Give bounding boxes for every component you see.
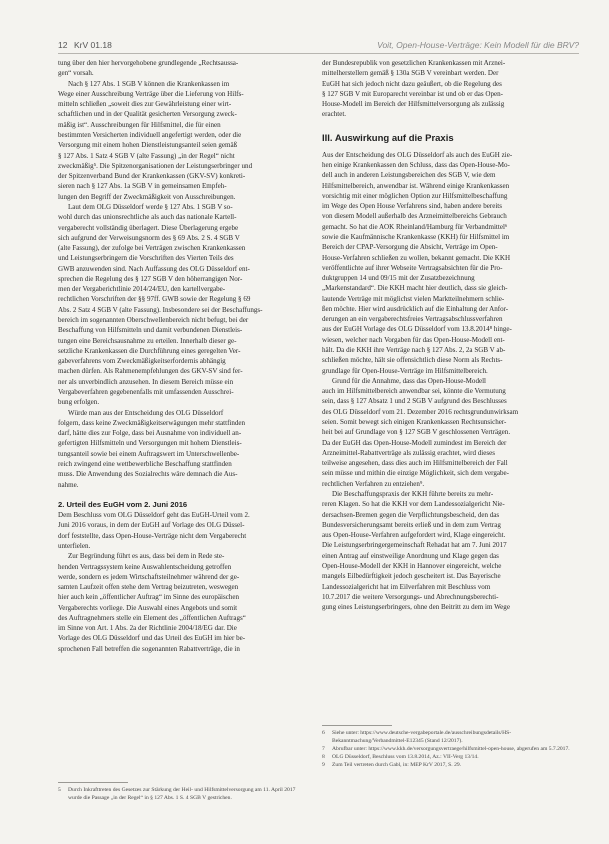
text-line: Nach § 127 Abs. 1 SGB V können die Krankenkassen im — [68, 79, 230, 88]
text-line: GWB anzuwenden sind. Nach Auffassung des OLG Düsseldorf ent- — [58, 264, 250, 273]
section-3-text — [322, 150, 580, 613]
section-3-heading: III. Auswirkung auf die Praxis — [322, 132, 454, 144]
text-line: dorf feststellte, dass Open-House-Verträge nicht dem Vergaberecht — [58, 531, 247, 540]
footnote-number: 5 — [58, 787, 61, 793]
text-line: teilweise angesehen, dass dies auch im Hilfsmittelbereich der Fall — [322, 459, 508, 468]
text-line: auch im Hilfsmittelbereich anwendbar sei, könnte die Vermutung — [322, 387, 506, 396]
footnote — [322, 729, 580, 745]
text-line: § 127 SGB V mit Europarecht vereinbar ist und ob er das Open- — [322, 89, 503, 98]
text-line: nahme. — [58, 480, 79, 489]
footnote — [58, 786, 310, 802]
text-line: Arzneimittel-Rabattverträge als zulässig erachtet, wird dieses — [322, 448, 495, 457]
section-2-heading: 2. Urteil des EuGH vom 2. Juni 2016 — [58, 499, 188, 509]
footnote-text: Zum Teil vertreten durch Gabl, in: MEP KrV 2017, S. 29. — [332, 762, 462, 768]
text-line: mittelherstellern gemäß § 130a SGB V vereinbart werden. Der — [322, 69, 499, 78]
footnotes-right — [322, 729, 580, 769]
text-line: „Markenstandard“. Die KKH macht hier deutlich, dass sie gleich- — [322, 284, 508, 293]
text-line: muss. Die Anwendung des Sozialrechts wäre demnach die Aus- — [58, 470, 238, 479]
text-line: Aus der Entscheidung des OLG Düsseldorf als auch des EuGH zie- — [322, 150, 513, 159]
text-line: im Sinne von Art. 1 Abs. 2a der Richtlinie 2004/18/EG dar. Die — [58, 624, 237, 633]
text-line: der Spitzenverband Bund der Krankenkassen (GKV-SV) konkreti- — [58, 172, 246, 181]
text-line: Hilfsmittelbereich, anwendbar ist. Während einige Krankenkassen — [322, 181, 510, 190]
footnote — [322, 761, 580, 769]
text-line: darf, hätte dies zur Folge, dass bei Ausnahme von individuell an- — [58, 429, 242, 438]
left-body-text — [58, 58, 310, 490]
text-line: bereich im sogenannten Oberschwellenbereich nicht befugt, bei der — [58, 316, 249, 325]
text-line: dersachsen-Bremen gegen die Verpflichtungsbescheid, den das — [322, 510, 500, 519]
text-line: Laut dem OLG Düsseldorf werde § 127 Abs. 1 SGB V so- — [68, 202, 233, 211]
footnote-text: Durch Inkrafttreten des Gesetzes zur Stärkung der Heil- und Hilfsmittelversorgung am 11. April 2017 wurde die Passage „in der Regel“ in § 127 Abs. 1 S. 4 SGB V gestrichen. — [68, 787, 296, 801]
text-line: EuGH hat sich jedoch nicht dazu geäußert, ob die Regelung des — [322, 79, 502, 88]
text-line: Versorgung mit einem hohen Dienstleistungsanteil seien gemäß — [58, 141, 238, 150]
text-line: Vergabeverfahren gegebenenfalls mit umfassenden Ausschrei- — [58, 388, 234, 396]
text-line: dell auch in anderen Leistungsbereichen des SGB V, wie dem — [322, 171, 496, 180]
text-line: reich zwingend eine wettbewerbliche Beschaffung stattfinden — [58, 459, 232, 468]
right-intro-text — [322, 58, 580, 120]
text-line: 10.7.2017 die weitere Versorgungs- und Abrechnungsberechti- — [322, 592, 499, 601]
text-line: Die Beschaffungspraxis der KKH führte bereits zu mehr- — [332, 489, 494, 498]
text-line: aus Open-House-Verfahren aufgefordert wird, Klage eingereicht. — [322, 531, 506, 540]
section-2-text — [58, 510, 310, 654]
footnote-rule-right — [322, 725, 392, 726]
text-line: heit bei auf Grundlage von § 127 SGB V geschlossenen Verträgen. — [322, 428, 511, 437]
text-line: zweckmäßig⁵. Die Spitzenorganisationen der Leistungserbringer und — [58, 161, 253, 170]
text-line: folgern, dass keine Zweckmäßigkeitserwägungen mehr stattfinden — [58, 418, 246, 427]
text-line: sieren nach § 127 Abs. 1a SGB V in gemeinsamen Empfeh- — [58, 182, 227, 191]
header-rule — [58, 53, 579, 54]
text-line: gefertigten Hilfsmitteln und Versorgungen mit hohem Dienstleis- — [58, 439, 242, 448]
text-line: machen dürfen. Als Rahmenempfehlungen des GKV-SV sind fer- — [58, 367, 243, 376]
text-line: bestimmten Versicherten individuell angefertigt werden, oder die — [58, 130, 242, 139]
text-line: wohl durch das unionsrechtliche als auch das nationale Kartell- — [58, 213, 237, 222]
text-line: House-Modell im Bereich der Hilfsmittelversorgung als zulässig — [322, 100, 505, 109]
text-line: sein müsse und mithin die einzige Möglichkeit, sich dem vergabe- — [322, 469, 509, 478]
text-line: men der Vergaberichtlinie 2014/24/EU, den kartellvergabe- — [58, 285, 226, 294]
text-line: mäßig ist“. Ausschreibungen für Hilfsmittel, die für einen — [58, 120, 221, 129]
footnote-rule-left — [58, 782, 128, 783]
footnote — [322, 745, 580, 753]
text-line: reren Klagen. So hat die KKH vor dem Landessozialgericht Nie- — [322, 500, 505, 509]
text-line: setzliche Krankenkassen die Durchführung eines geregelten Ver- — [58, 346, 241, 355]
text-line: grundlage für Open-House-Verträge im Hilfsmittelbereich. — [322, 366, 488, 375]
footnotes-left — [58, 786, 310, 802]
text-line: rechtlichen Verfahren zu entziehen⁹. — [322, 479, 425, 488]
text-line: Da der EuGH das Open-House-Modell zumindest im Bereich der — [322, 438, 507, 447]
text-line: erachtet. — [322, 110, 347, 119]
text-line: gen“ vorsah. — [58, 69, 94, 78]
text-line: hier auch kein „öffentlicher Auftrag“ im Sinne des europäischen — [58, 593, 240, 602]
text-line: hen einige Krankenkassen den Schluss, dass das Open-House-Mo- — [322, 160, 510, 169]
text-line: Juni 2016 voraus, in dem der EuGH auf Vorlage des OLG Düssel- — [58, 521, 245, 530]
text-line: bung erfolgen. — [58, 398, 100, 407]
text-line: henden Vertragssystem keine Auswahlentscheidung getroffen — [58, 562, 232, 571]
text-line: Vergaberechts vorliege. Die Auswahl eines Angebots und somit — [58, 603, 238, 612]
text-line: Open-House-Modell der KKH in Hannover eingereicht, welche — [322, 561, 502, 570]
text-line: Würde man aus der Entscheidung des OLG Düsseldorf — [68, 408, 224, 417]
text-line: schließen möchte, hält sie offensichtlich diese Norm als Rechts- — [322, 356, 503, 365]
text-line: duktgruppen 14 und 09/15 mit der Zusatzbezeichnung — [322, 274, 475, 283]
text-line: vergaberecht vollständig überlagert. Diese Überlagerung ergebe — [58, 223, 239, 232]
text-line: vorsichtig mit einer möglichen Option zur Hilfsmittelbeschaffung — [322, 191, 508, 200]
text-line: von diesem Modell außerhalb des Arzneimittelbereichs Gebrauch — [322, 212, 507, 221]
text-line: unterfielen. — [58, 541, 91, 550]
text-line: tungen eine Bereichsausnahme zu erteilen. Innerhalb dieser ge- — [58, 336, 237, 345]
footnote-number: 8 — [322, 754, 325, 760]
text-line: werde, sondern es jedem Wirtschaftsteilnehmer während der ge- — [58, 572, 240, 581]
running-title: Voit, Open-House-Verträge: Kein Modell für die BRV? — [377, 40, 579, 50]
text-line: Dem Beschluss vom OLG Düsseldorf geht das EuGH-Urteil vom 2. — [58, 511, 250, 520]
text-line: und Leistungserbringern die Vorschriften des Vierten Teils des — [58, 254, 234, 263]
page-number: 12 — [58, 40, 68, 50]
text-line: wiesen, welcher nach Vorgaben für das Open-House-Modell ent- — [322, 335, 505, 344]
footnote-text: OLG Düsseldorf, Beschluss vom 13.8.2014, Az.: VII-Verg 13/14. — [332, 754, 479, 760]
footnote-number: 6 — [322, 730, 325, 736]
text-line: Bundesversicherungsamt bereits erließ und in dem zum Vertrag — [322, 520, 501, 529]
text-line: aus der EuGH Vorlage des OLG Düsseldorf vom 13.8.2014⁸ hinge- — [322, 325, 512, 334]
text-line: gemacht. So hat die AOK Rheinland/Hamburg für Verbandmittel⁶ — [322, 222, 508, 231]
text-line: mangels Eilbedürftigkeit jedoch gescheitert ist. Das Bayerische — [322, 572, 501, 581]
text-line: § 127 Abs. 1 Satz 4 SGB V (alte Fassung) „in der Regel“ nicht — [58, 151, 235, 160]
footnote-number: 9 — [322, 762, 325, 768]
text-line: gung eines Leistungserbringers, ohne den Beitritt zu dem im Wege — [322, 603, 510, 612]
text-line: Vorlage des OLG Düsseldorf und das Urteil des EuGH im hier be- — [58, 634, 246, 643]
text-line: schaftlichen und in der Qualität gesicherten Versorgung zweck- — [58, 110, 237, 119]
text-line: tungsanteil sowie bei einem Auftragswert im Unterschwellenbe- — [58, 449, 240, 458]
text-line: derungen an ein vergaberechtsfreies Vertragsabschlussverfahren — [322, 315, 503, 324]
text-line: gabeverfahrens vom Zweckmäßigkeitserfordernis abhängig — [58, 357, 226, 366]
text-line: sich aufgrund der Verweisungsnorm des § 69 Abs. 2 S. 4 SGB V — [58, 233, 240, 242]
text-line: im Wege des Open House Verfahrens sind, haben andere bereits — [322, 202, 502, 211]
text-line: Wege einer Ausschreibung Verträge über die Lieferung von Hilfs- — [58, 89, 244, 98]
text-line: Beschaffung von Hilfsmitteln und damit verbundenen Dienstleis- — [58, 326, 243, 335]
text-line: Landessozialgericht hat im Eilverfahren mit Beschluss vom — [322, 582, 491, 591]
text-line: ner als unverbindlich anzusehen. In diesem Bereich müsse ein — [58, 377, 234, 386]
footnote-text: Abrufbar unter: https://www.kkh.de/versorgungsvertraege/hilfsmittel-open-house, abgerufen am 5.7.2017. — [332, 746, 570, 752]
text-line: Zur Begründung führt es aus, dass bei dem in Rede ste- — [68, 552, 225, 561]
text-line: Die Leistungserbringergemeinschaft Rehadat hat am 7. Juni 2017 — [322, 541, 507, 550]
text-line: (alte Fassung), der zufolge bei Verträgen zwischen Krankenkassen — [58, 244, 246, 253]
left-column — [58, 58, 310, 654]
page-header — [58, 40, 579, 54]
text-line: House-Verfahren schließen zu wollen, bekannt gemacht. Die KKH — [322, 253, 511, 262]
text-line: sprochenen Fall betreffen die sogenannten Rabattverträge, die in — [58, 644, 240, 653]
text-line: veröffentlichte auf ihrer Webseite Vertragsabsichten für die Pro- — [322, 263, 503, 272]
text-line: sein, dass § 127 Absatz 1 und 2 SGB V aufgrund des Beschlusses — [322, 397, 507, 406]
journal-name: KrV 01.18 — [74, 40, 112, 50]
text-line: Abs. 2 Satz 4 SGB V (alte Fassung). Insbesondere sei der Beschaffungs- — [58, 305, 263, 314]
text-line: hält. Da die KKH ihre Verträge nach § 127 Abs. 2, 2a SGB V ab- — [322, 346, 506, 355]
text-line: lungen den Begriff der Zweckmäßigkeit von Ausschreibungen. — [58, 192, 236, 201]
text-line: mitteln schließen „soweit dies zur Gewährleistung einer wirt- — [58, 100, 232, 109]
text-line: einen Antrag auf einstweilige Anordnung und Klage gegen das — [322, 551, 499, 560]
text-line: sowie die Kaufmännische Krankenkasse (KKH) für Hilfsmittel im — [322, 232, 510, 241]
text-line: des Auftragnehmers stelle ein Element des „öffentlichen Auftrags“ — [58, 613, 246, 622]
text-line: seien. Somit bewegt sich einigen Krankenkassen Rechtsunsicher- — [322, 418, 507, 426]
right-column — [322, 58, 580, 612]
footnote — [322, 753, 580, 761]
text-line: sprechen die Regelung des § 127 SGB V den höherrangigen Nor- — [58, 274, 243, 283]
text-line: ßen möchte. Hier wird ausdrücklich auf die Einhaltung der Anfor- — [322, 304, 509, 313]
footnote-text: Siehe unter: https://www.deutsche-vergabeportale.de/ausschreibungsdetails/HS-Bekanntmachung/Verbandmittel-E12345 (Stand 12/2017). — [332, 730, 512, 744]
text-line: Bereich der CPAP-Versorgung die Absicht, Verträge im Open- — [322, 243, 498, 252]
text-line: lautende Verträge mit möglichst vielen Marktteilnehmern schlie- — [322, 294, 505, 303]
text-line: tung über den hier hervorgehobene grundlegende „Rechtsaussa- — [58, 59, 239, 67]
text-line: des OLG Düsseldorf vom 21. Dezember 2016 rechtsgrundunwirksam — [322, 407, 519, 416]
footnote-number: 7 — [322, 746, 325, 752]
text-line: samten Laufzeit offen stehe dem Vertrag beizutreten, weswegen — [58, 583, 239, 592]
text-line: Grund für die Annahme, dass das Open-House-Modell — [332, 376, 487, 385]
text-line: der Bundesrepublik von gesetzlichen Krankenkassen mit Arznei- — [322, 59, 506, 67]
text-line: rechtlichen Vorschriften der §§ 97ff. GWB sowie der Regelung § 69 — [58, 295, 251, 304]
